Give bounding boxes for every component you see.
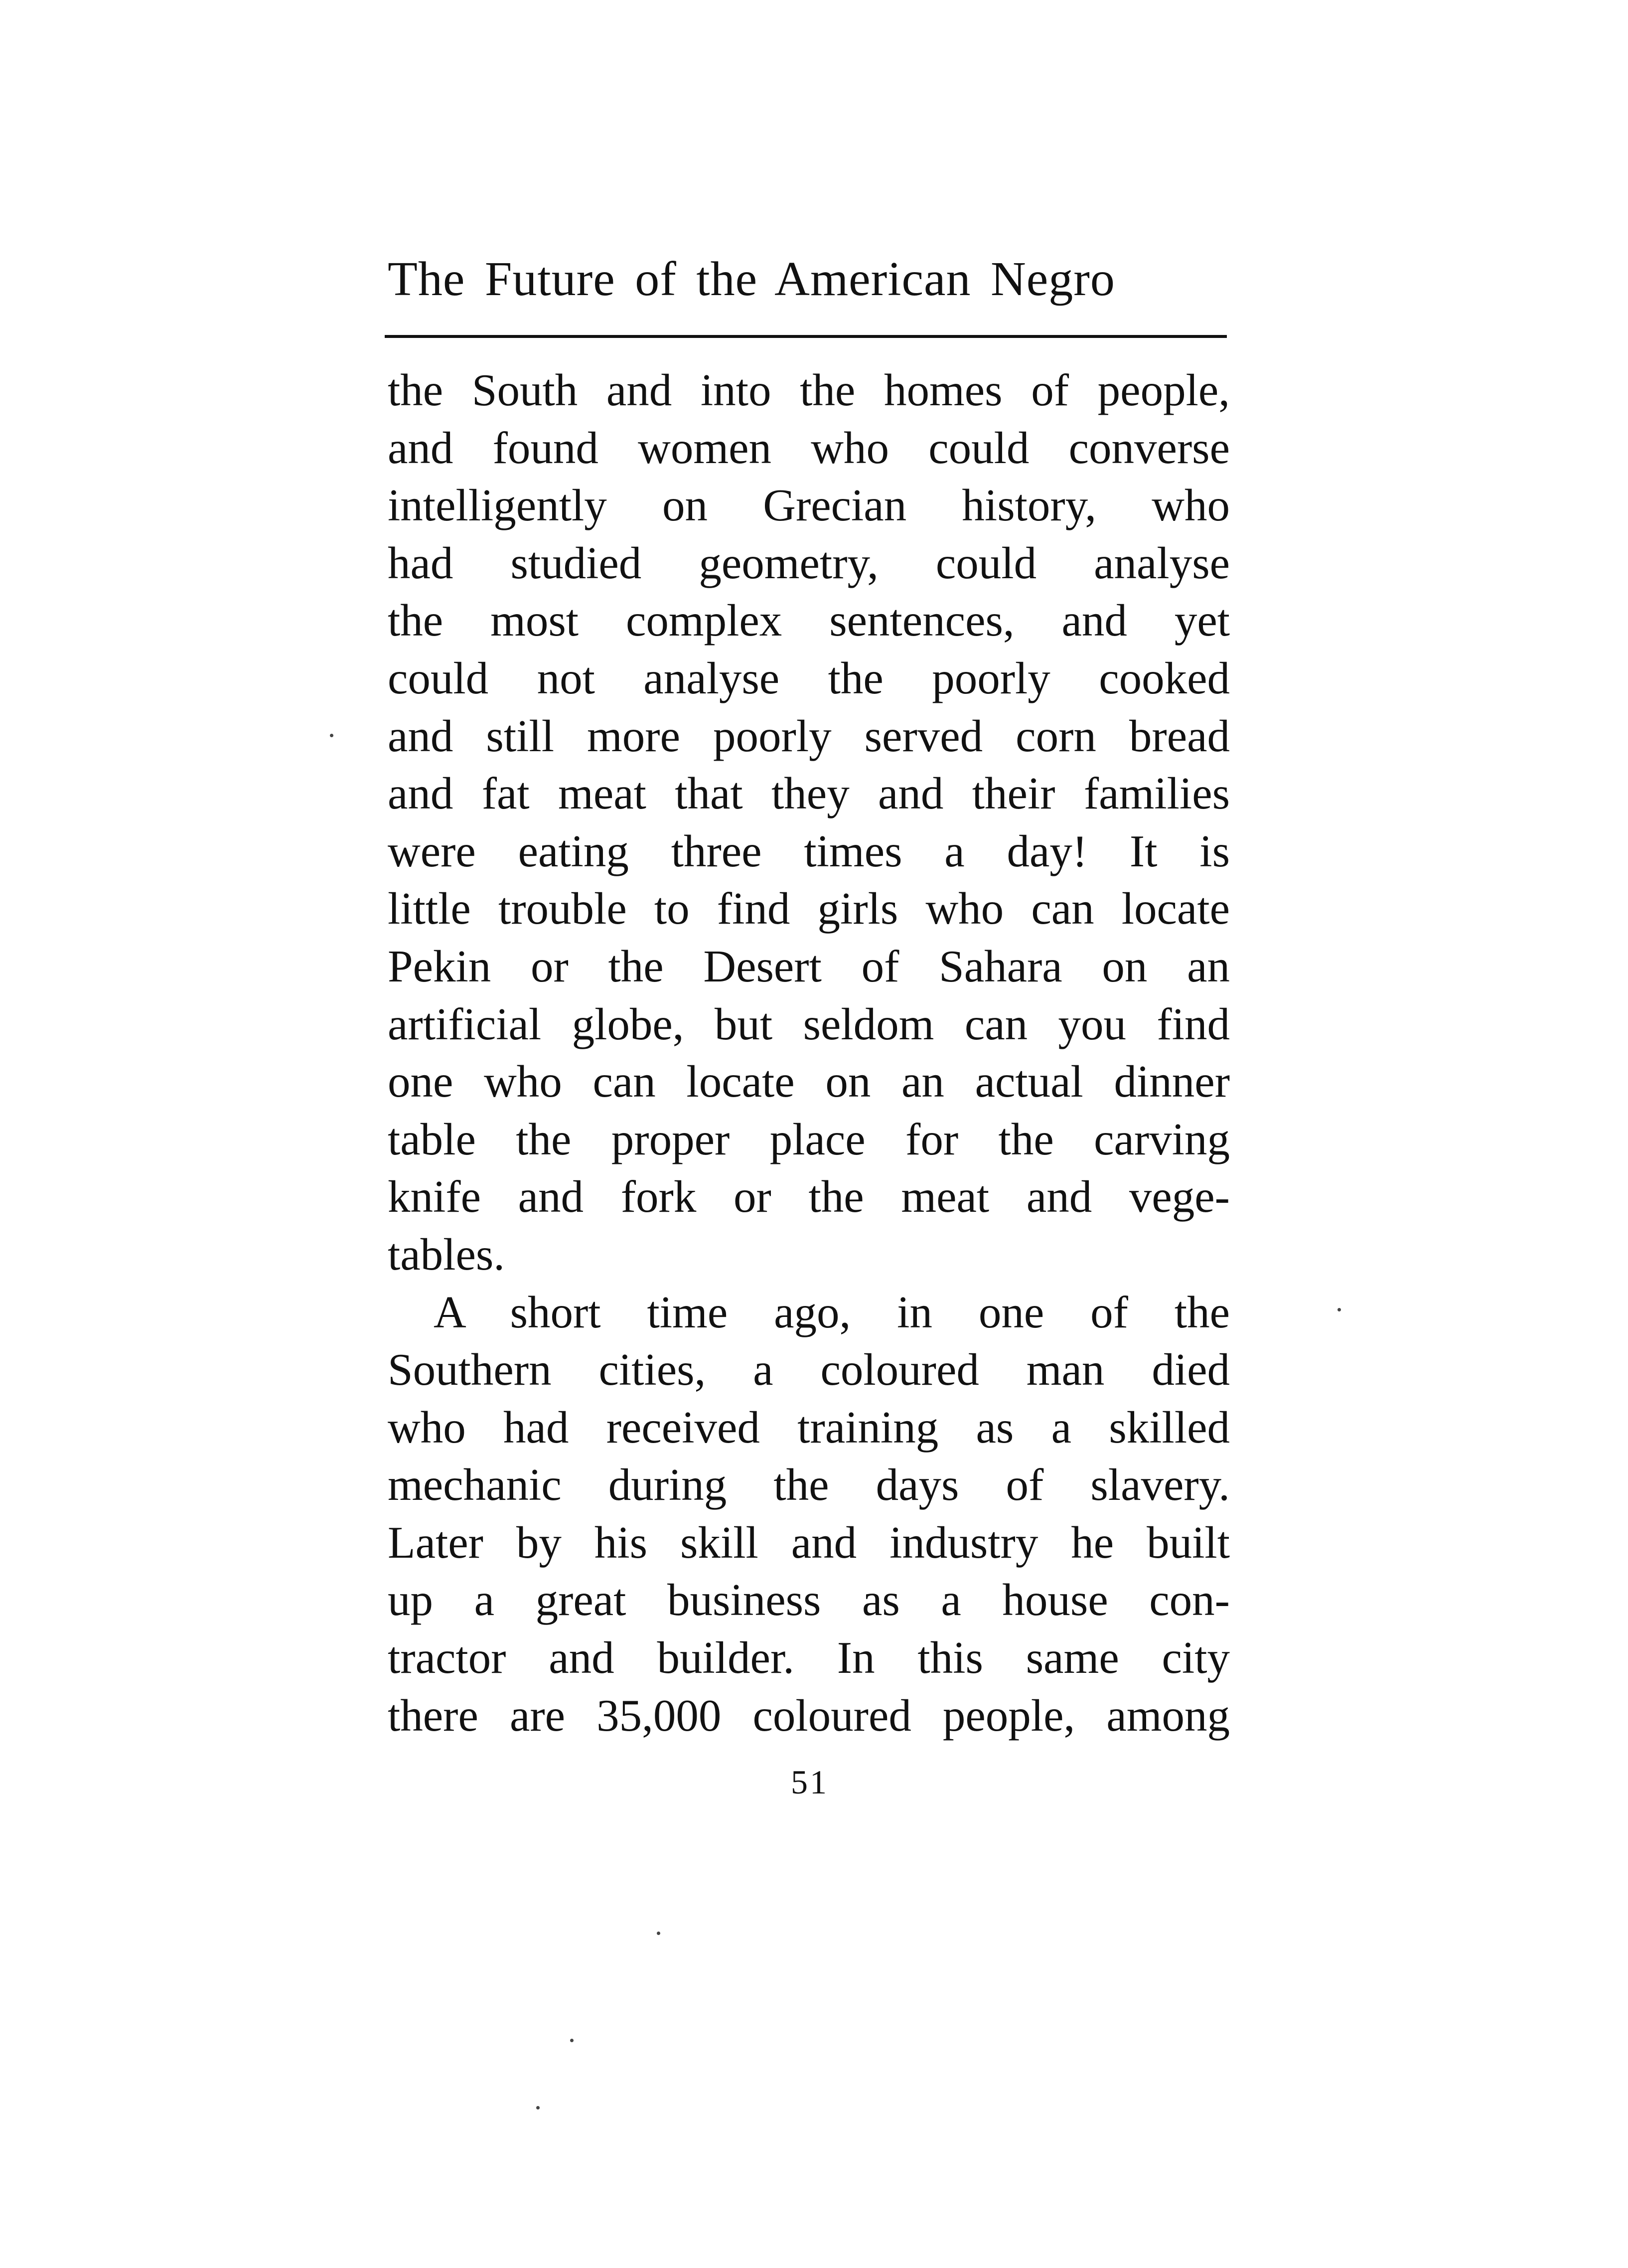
body-text [388,361,1230,1744]
text-line: the most complex sentences, and yet [388,595,1230,646]
text-line: and found women who could converse [388,422,1230,473]
scan-speck [330,734,333,737]
text-line: who had received training as a skilled [388,1402,1230,1453]
paragraph-end-line: tables. [388,1229,505,1280]
text-line: were eating three times a day! It is [388,825,1230,876]
scan-speck [657,1932,660,1935]
scan-speck [536,2106,540,2109]
running-head-title: The Future of the American Negro [388,252,1115,306]
scan-speck [1337,1308,1341,1311]
text-line: Later by his skill and industry he built [388,1517,1230,1568]
paragraph-start-line: A short time ago, in one of the [434,1287,1230,1337]
text-line: there are 35,000 coloured people, among [388,1690,1230,1741]
page-number: 51 [791,1763,829,1801]
text-line: table the proper place for the carving [388,1114,1230,1164]
text-line: Southern cities, a coloured man died [388,1344,1230,1395]
text-line: knife and fork or the meat and vege- [388,1171,1230,1222]
text-line: one who can locate on an actual dinner [388,1056,1230,1107]
text-line: and still more poorly served corn bread [388,710,1230,761]
text-line: intelligently on Grecian history, who [388,480,1230,531]
text-line: had studied geometry, could analyse [388,537,1230,588]
text-line: mechanic during the days of slavery. [388,1459,1230,1510]
text-line: the South and into the homes of people, [388,365,1230,415]
text-line: and fat meat that they and their families [388,768,1230,819]
text-line: up a great business as a house con- [388,1575,1230,1625]
text-line: artificial globe, but seldom can you find [388,998,1230,1049]
text-line: could not analyse the poorly cooked [388,652,1230,703]
text-line: Pekin or the Desert of Sahara on an [388,941,1230,991]
text-line: tractor and builder. In this same city [388,1632,1230,1683]
scan-speck [570,2039,574,2042]
text-line: little trouble to find girls who can locate [388,883,1230,934]
header-rule [385,335,1227,338]
